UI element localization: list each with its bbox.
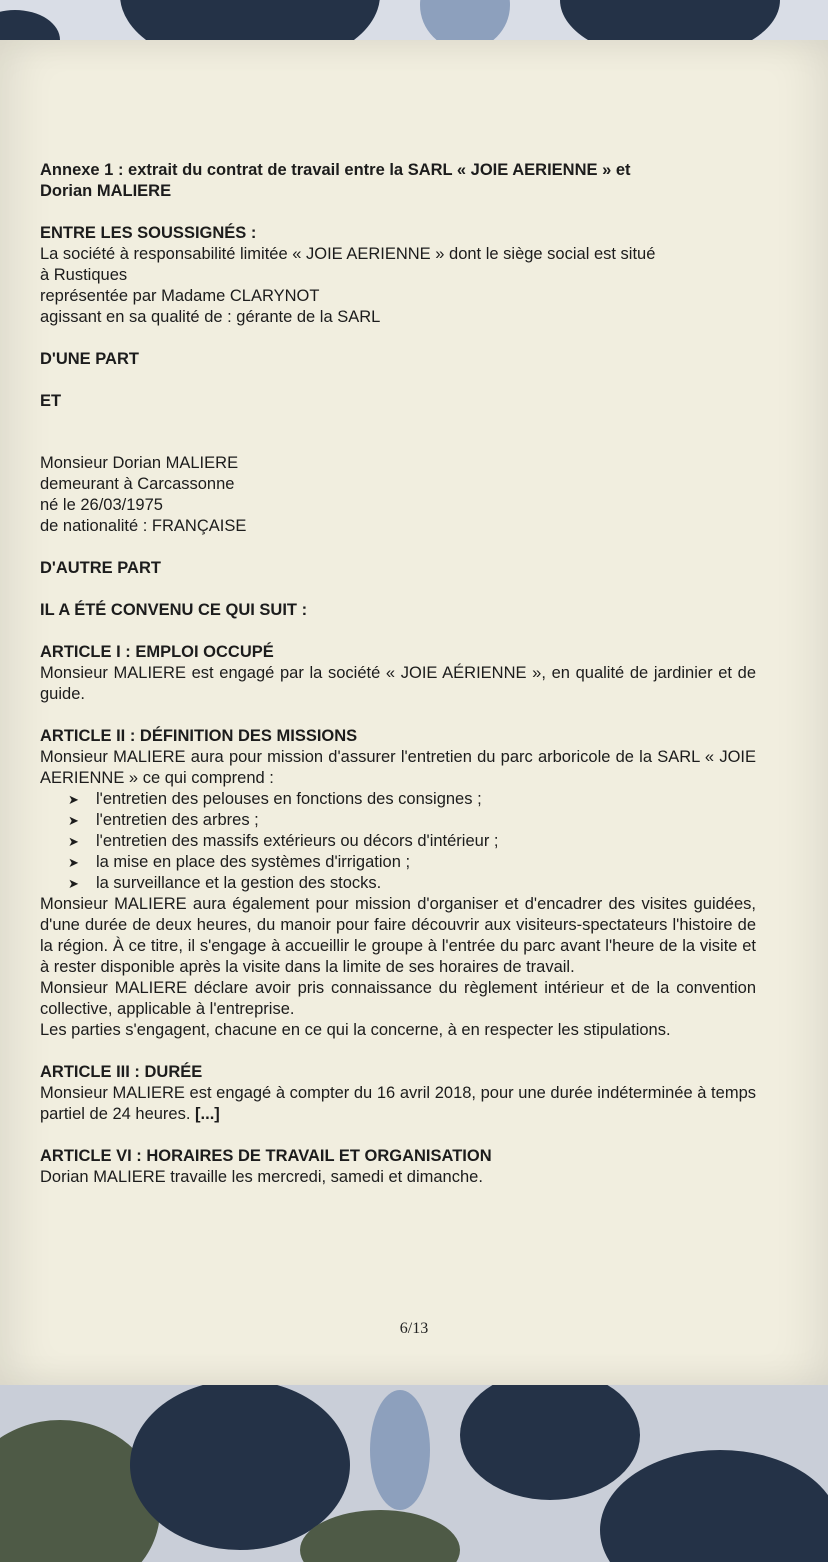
parties-heading: ENTRE LES SOUSSIGNÉS :: [40, 224, 257, 242]
and-label: ET: [40, 392, 62, 410]
list-item: ➤ la surveillance et la gestion des stocks.: [68, 874, 382, 892]
employee-line: Monsieur Dorian MALIERE: [40, 454, 239, 472]
arrowhead-bullet-icon: ➤: [68, 876, 79, 891]
agreement-heading: IL A ÉTÉ CONVENU CE QUI SUIT :: [40, 601, 308, 619]
background-fabric-bottom: [0, 1360, 828, 1562]
arrowhead-bullet-icon: ➤: [68, 834, 79, 849]
list-item: ➤ l'entretien des arbres ;: [68, 811, 259, 829]
article-3-heading: ARTICLE III : DURÉE: [40, 1063, 203, 1081]
page-number: 6/13: [399, 1320, 429, 1337]
list-item: ➤ la mise en place des systèmes d'irrigation ;: [68, 853, 411, 871]
missions-list: [40, 789, 756, 894]
arrowhead-bullet-icon: ➤: [68, 813, 79, 828]
list-item: ➤ l'entretien des massifs extérieurs ou décors d'intérieur ;: [68, 832, 499, 850]
article-2-paragraph: Monsieur MALIERE aura également pour mission d'organiser et d'encadrer des visites guidées, d'une durée de deux heures, du manoir pour faire découvrir aux visiteurs-spectateurs l'histoire de la région. À ce titre, il s'engage à accueillir le groupe à l'entrée du parc avant l'heure de la visite et à rester disponible après la visite dans la limite de ses horaires de travail.: [40, 895, 756, 976]
employee-line: demeurant à Carcassonne: [40, 475, 235, 493]
employer-line: agissant en sa qualité de : gérante de la SARL: [40, 308, 381, 326]
employer-line: à Rustiques: [40, 266, 128, 284]
employee-line: né le 26/03/1975: [40, 496, 163, 514]
list-item: ➤ l'entretien des pelouses en fonctions des consignes ;: [68, 790, 482, 808]
article-3-text: Monsieur MALIERE est engagé à compter du 16 avril 2018, pour une durée indéterminée à temps partiel de 24 heures. [...]: [40, 1084, 756, 1123]
employer-line: La société à responsabilité limitée « JOIE AERIENNE » dont le siège social est situé: [40, 245, 656, 263]
arrowhead-bullet-icon: ➤: [68, 855, 79, 870]
annex-title: Annexe 1 : extrait du contrat de travail entre la SARL « JOIE AERIENNE » et: [40, 161, 631, 179]
arrowhead-bullet-icon: ➤: [68, 792, 79, 807]
annex-title-line2: Dorian MALIERE: [40, 182, 172, 200]
article-1-heading: ARTICLE I : EMPLOI OCCUPÉ: [40, 643, 274, 661]
article-6-heading: ARTICLE VI : HORAIRES DE TRAVAIL ET ORGANISATION: [40, 1147, 492, 1165]
article-2-paragraph: Monsieur MALIERE déclare avoir pris connaissance du règlement intérieur et de la convention collective, applicable à l'entreprise.: [40, 979, 756, 1018]
employee-line: de nationalité : FRANÇAISE: [40, 517, 247, 535]
article-2-heading: ARTICLE II : DÉFINITION DES MISSIONS: [40, 727, 358, 745]
employer-line: représentée par Madame CLARYNOT: [40, 287, 320, 305]
first-party-label: D'UNE PART: [40, 350, 139, 368]
article-2-intro: Monsieur MALIERE aura pour mission d'assurer l'entretien du parc arboricole de la SARL « JOIE AERIENNE » ce qui comprend :: [40, 748, 756, 787]
contract-extract: [40, 160, 756, 1188]
document-page: [0, 40, 828, 1385]
article-2-paragraph: Les parties s'engagent, chacune en ce qui la concerne, à en respecter les stipulations.: [40, 1021, 671, 1039]
article-6-text: Dorian MALIERE travaille les mercredi, samedi et dimanche.: [40, 1168, 483, 1186]
second-party-label: D'AUTRE PART: [40, 559, 161, 577]
ellipsis-mark: [...]: [195, 1105, 220, 1123]
article-1-text: Monsieur MALIERE est engagé par la société « JOIE AÉRIENNE », en qualité de jardinier et de guide.: [40, 664, 756, 703]
